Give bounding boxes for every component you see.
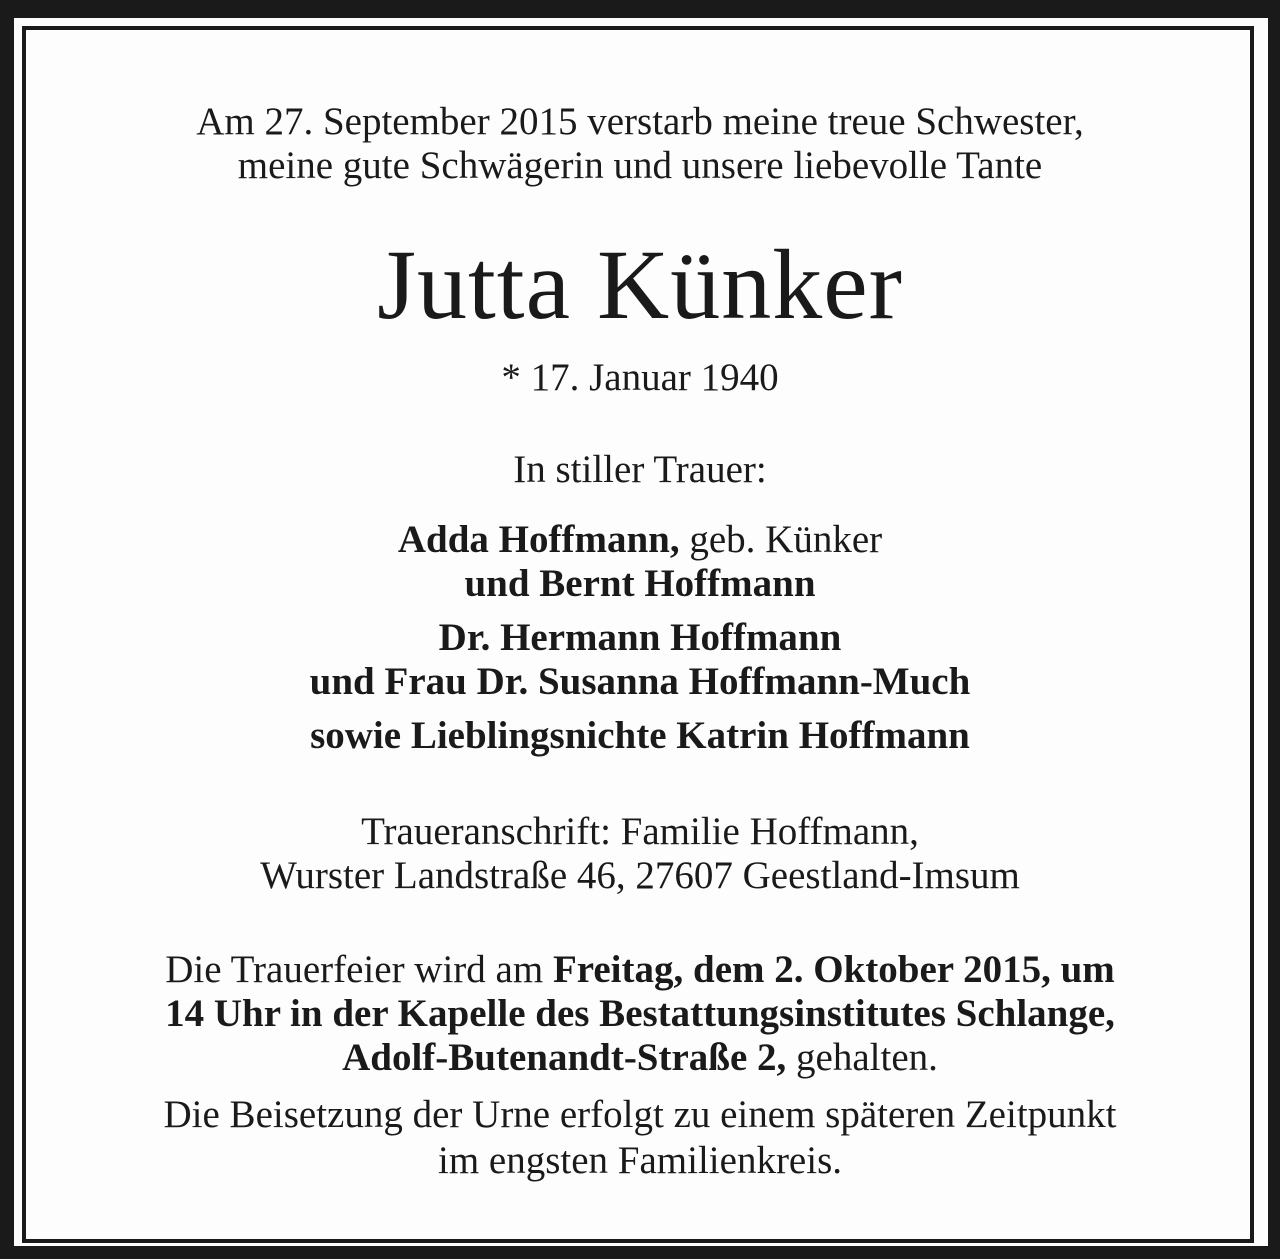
ceremony-line-1 [30,948,1250,992]
mourner-line-1 [30,518,1250,562]
mourning-heading: In stiller Trauer: [513,448,767,491]
urn-line-1: Die Beisetzung der Urne erfolgt zu einem späteren Zeitpunkt [163,1093,1117,1136]
ceremony-held: gehalten. [786,1036,938,1079]
urn-line-2: im engsten Familienkreis. [437,1139,842,1182]
mourner-group-3 [30,714,1250,758]
address-line-1: Traueranschrift: Familie Hoffmann, [361,810,919,853]
mourner-line-4: und Frau Dr. Susanna Hoffmann-Much [309,660,971,703]
ceremony-date: Freitag, dem 2. Oktober 2015, um [552,948,1115,991]
ceremony-intro: Die Trauerfeier wird am [165,948,553,991]
intro-line-1: Am 27. September 2015 verstarb meine treue Schwester, [196,100,1084,143]
mourner-maiden-name: geb. Künker [679,518,883,561]
deceased-name: Jutta Künker [377,229,903,340]
mourner-name-adda: Adda Hoffmann, [397,518,680,561]
mourner-line-3: Dr. Hermann Hoffmann [438,616,842,659]
mourner-group-2 [30,616,1250,704]
ceremony-line-3 [30,1036,1250,1080]
mourner-line-2: und Bernt Hoffmann [464,562,816,605]
mourner-line-5: sowie Lieblingsnichte Katrin Hoffmann [310,714,970,757]
intro-text [30,100,1250,188]
mourners-list [30,518,1250,758]
mourning-address [30,810,1250,898]
intro-line-2: meine gute Schwägerin und unsere liebevolle Tante [237,144,1043,187]
mourner-group-1 [30,518,1250,606]
ceremony-details [30,948,1250,1080]
birth-date: * 17. Januar 1940 [501,356,779,399]
ceremony-line-2: 14 Uhr in der Kapelle des Bestattungsinstitutes Schlange, [165,992,1115,1035]
address-line-2: Wurster Landstraße 46, 27607 Geestland-Imsum [260,854,1020,897]
ceremony-street: Adolf-Butenandt-Straße 2, [342,1036,787,1079]
urn-burial-note [30,1092,1250,1184]
